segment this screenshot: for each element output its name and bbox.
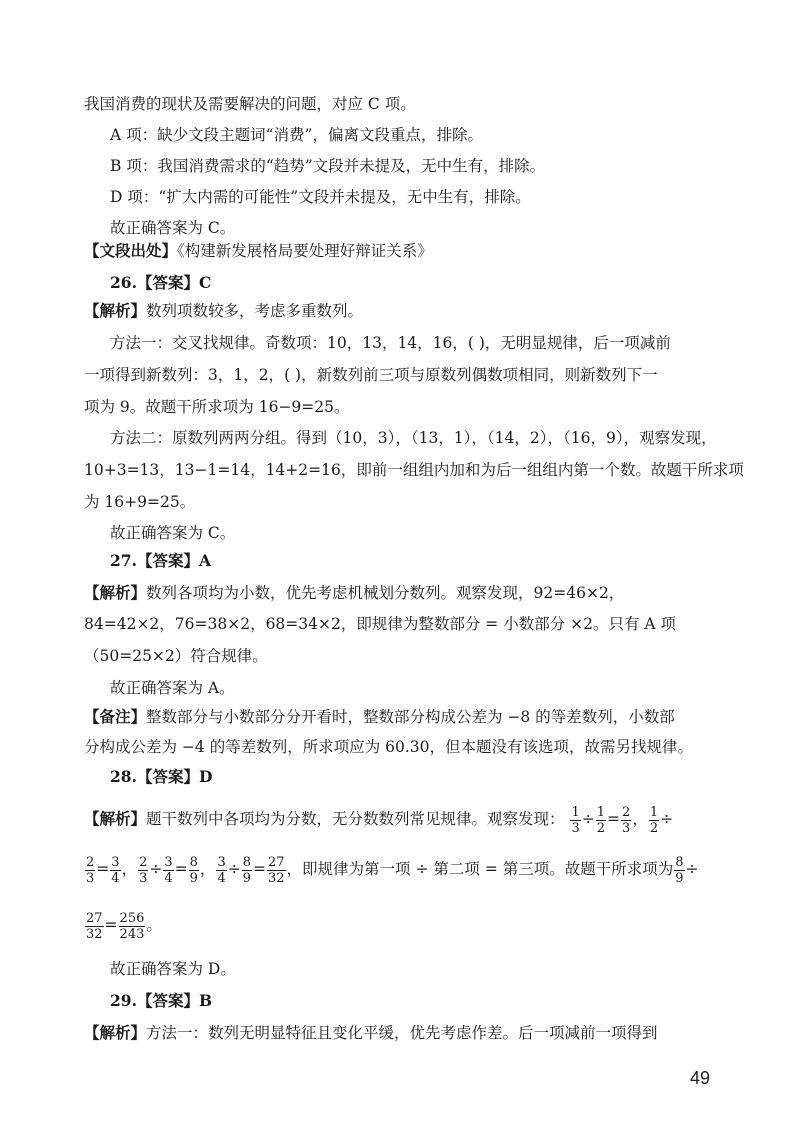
formula-line: $\frac{2}{3}$ = $\frac{3}{4}$ ， $\frac{2}{3}$ ÷ $\frac{3}{4}$ = $\frac{8}{9}$ ， $\frac{3}{4}$ ÷ $\frac{8}{9}$ = $\frac{27}{32}$ ，即规律为第一项 ÷ 第二项 = 第三项。故题干所求项为 $\frac{8}{9}$ ÷ bbox=[86, 854, 699, 886]
answer-heading: 28.【答案】D bbox=[110, 767, 213, 786]
text-line: B 项：我国消费需求的“趋势”文段并未提及，无中生有，排除。 bbox=[110, 157, 546, 175]
text-line: D 项：“扩大内需的可能性”文段并未提及，无中生有，排除。 bbox=[110, 188, 531, 206]
note-text: 整数部分与小数部分分开看时，整数部分构成公差为 −8 的等差数列，小数部 bbox=[146, 708, 675, 726]
page-number: 49 bbox=[689, 1068, 710, 1088]
fraction: $\frac{8}{9}$ bbox=[675, 854, 684, 886]
analysis-line bbox=[84, 583, 624, 603]
analysis-line bbox=[84, 301, 363, 321]
formula-text: ，即规律为第一项 ÷ 第二项 = 第三项。故题干所求项为 bbox=[286, 860, 674, 878]
formula-line: $\frac{27}{32}$ = $\frac{256}{243}$ 。 bbox=[86, 910, 162, 942]
fraction: $\frac{2}{3}$ bbox=[86, 854, 95, 886]
fraction: $\frac{3}{4}$ bbox=[164, 854, 173, 886]
fraction: $\frac{27}{32}$ bbox=[86, 910, 103, 942]
fraction: $\frac{3}{4}$ bbox=[111, 854, 120, 886]
analysis-text: 方法一：数列无明显特征且变化平缓，优先考虑作差。后一项减前一项得到 bbox=[146, 1024, 658, 1042]
text-line: A 项：缺少文段主题词“消费”，偏离文段重点，排除。 bbox=[110, 126, 483, 144]
fraction: $\frac{1}{2}$ bbox=[649, 804, 659, 836]
note-line bbox=[84, 707, 675, 727]
source-title: 《构建新发展格局要处理好辩证关系》 bbox=[177, 242, 433, 260]
answer-heading: 27.【答案】A bbox=[110, 551, 211, 570]
answer-heading: 29.【答案】B bbox=[110, 991, 213, 1010]
text-line: 项为 9。故题干所求项为 16−9=25。 bbox=[84, 398, 350, 416]
text-line: 故正确答案为 C。 bbox=[110, 219, 236, 237]
text-line: （50=25×2）符合规律。 bbox=[84, 647, 268, 665]
fraction: $\frac{3}{4}$ bbox=[217, 854, 226, 886]
note-tag: 【备注】 bbox=[84, 707, 147, 726]
text-line: 故正确答案为 D。 bbox=[110, 960, 236, 978]
text-line: 10+3=13，13−1=14，14+2=16，即前一组组内加和为后一组组内第一个数。故题干所求项 bbox=[84, 461, 744, 479]
source-tag: 【文段出处】 bbox=[84, 241, 178, 260]
text-line: 故正确答案为 A。 bbox=[110, 679, 235, 697]
text-line: 84=42×2，76=38×2，68=34×2，即规律为整数部分 = 小数部分 ×2。只有 A 项 bbox=[84, 615, 677, 633]
text-line: 为 16+9=25。 bbox=[84, 493, 196, 511]
analysis-tag: 【解析】 bbox=[84, 809, 147, 828]
text-line: 故正确答案为 C。 bbox=[110, 524, 236, 542]
text-line: 我国消费的现状及需要解决的问题，对应 C 项。 bbox=[84, 95, 416, 113]
analysis-tag: 【解析】 bbox=[84, 301, 147, 320]
analysis-line: 【解析】题干数列中各项均为分数，无分数数列常见规律。观察发现： $\frac{1}{3}$ ÷ $\frac{1}{2}$ = $\frac{2}{3}$ ， $\frac{1}{2}$ ÷ bbox=[84, 804, 674, 836]
fraction: $\frac{2}{3}$ bbox=[622, 804, 631, 836]
analysis-tag: 【解析】 bbox=[84, 583, 147, 602]
fraction: $\frac{2}{3}$ bbox=[139, 854, 148, 886]
analysis-text: 数列项数较多，考虑多重数列。 bbox=[146, 302, 364, 320]
fraction: $\frac{8}{9}$ bbox=[189, 854, 198, 886]
answer-heading: 26.【答案】C bbox=[110, 273, 212, 292]
fraction: $\frac{256}{243}$ bbox=[119, 910, 145, 942]
text-line: 一项得到新数列：3，1，2，( )，新数列前三项与原数列偶数项相同，则新数列下一 bbox=[84, 366, 658, 384]
analysis-tag: 【解析】 bbox=[84, 1023, 147, 1042]
fraction: $\frac{1}{2}$ bbox=[596, 804, 606, 836]
analysis-text: 数列各项均为小数，优先考虑机械划分数列。观察发现，92=46×2， bbox=[146, 584, 625, 602]
text-line: 方法二：原数列两两分组。得到（10，3），（13，1），（14，2），（16，9），观察发现， bbox=[110, 429, 717, 447]
analysis-line bbox=[84, 1023, 658, 1043]
fraction: $\frac{27}{32}$ bbox=[268, 854, 285, 886]
text-line: 分构成公差为 −4 的等差数列，所求项应为 60.30，但本题没有该选项，故需另找规律。 bbox=[84, 738, 694, 756]
fraction: $\frac{1}{3}$ bbox=[571, 804, 580, 836]
source-line bbox=[84, 241, 433, 261]
analysis-text: 题干数列中各项均为分数，无分数数列常见规律。观察发现： bbox=[146, 810, 565, 828]
text-line: 方法一：交叉找规律。奇数项：10，13，14，16，( )，无明显规律，后一项减前 bbox=[110, 334, 671, 352]
fraction: $\frac{8}{9}$ bbox=[242, 854, 251, 886]
